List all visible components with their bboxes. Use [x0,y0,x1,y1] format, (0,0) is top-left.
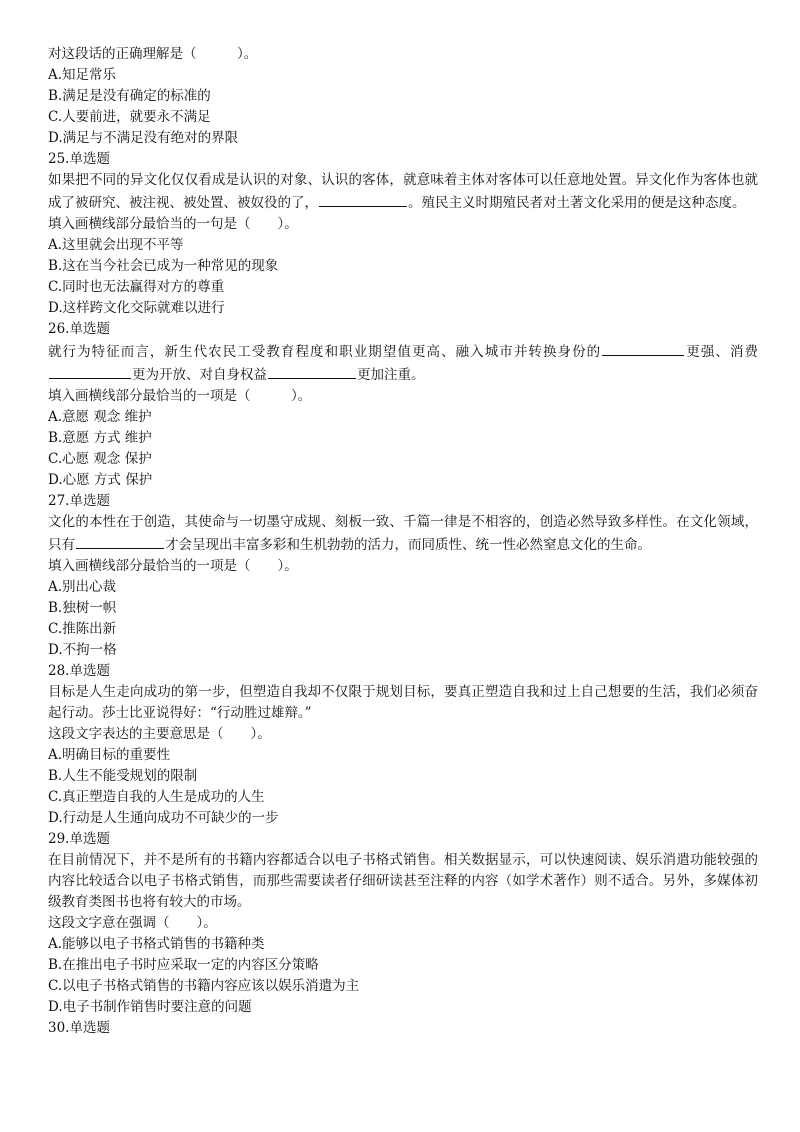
stem-text: 更强、消费 [685,344,759,360]
answer-blank [76,533,164,549]
question-header: 27.单选题 [48,493,110,509]
exam-page [48,44,758,1039]
option-a[interactable]: A.意愿 观念 维护 [48,409,152,425]
question-header: 25.单选题 [48,151,110,167]
question-stem [48,170,758,214]
stem-text: 更为开放、对自身权益 [132,367,267,383]
option-b[interactable]: B.满足是没有确定的标准的 [48,88,211,104]
option-d[interactable]: D.电子书制作销售时要注意的问题 [48,999,252,1015]
question-prompt: 填入画横线部分最恰当的一句是（ ）。 [48,216,298,232]
option-d[interactable]: D.不拘一格 [48,642,117,658]
answer-blank [602,340,684,356]
option-c[interactable]: C.推陈出新 [48,621,117,637]
question-header: 30.单选题 [48,1020,110,1036]
stem-text: 文化的本性在于创造，其使命与一切墨守成规、刻板一致、千篇一律是不相容的，创造必然导致多样性。在文化领域，只有 [48,514,758,553]
option-b[interactable]: B.这在当今社会已成为一种常见的现象 [48,258,279,274]
option-d[interactable]: D.心愿 方式 保护 [48,472,153,488]
question-25 [48,149,758,319]
question-24 [48,44,758,149]
stem-text: 。殖民主义时期殖民者对土著文化采用的便是这种态度。 [408,195,746,211]
question-26 [48,319,758,491]
question-stem: 目标是人生走向成功的第一步，但塑造自我却不仅限于规划目标，要真正塑造自我和过上自己想要的生活，我们必须奋起行动。莎士比亚说得好：“行动胜过雄辩。” [48,684,758,721]
question-prompt: 填入画横线部分最恰当的一项是（ ）。 [48,388,312,404]
question-header: 26.单选题 [48,321,110,337]
option-b[interactable]: B.人生不能受规划的限制 [48,768,198,784]
option-c[interactable]: C.人要前进，就要永不满足 [48,109,211,125]
option-c[interactable]: C.同时也无法赢得对方的尊重 [48,279,225,295]
question-header: 28.单选题 [48,663,110,679]
option-a[interactable]: A.这里就会出现不平等 [48,237,184,253]
question-prompt: 这段文字意在强调（ ）。 [48,915,217,931]
question-29 [48,829,758,1018]
option-b[interactable]: B.在推出电子书时应采取一定的内容区分策略 [48,957,319,973]
option-c[interactable]: C.真正塑造自我的人生是成功的人生 [48,789,265,805]
question-27 [48,491,758,661]
stem-text: 就行为特征而言，新生代农民工受教育程度和职业期望值更高、融入城市并转换身份的 [48,344,602,360]
question-stem [48,512,758,556]
option-a[interactable]: A.别出心裁 [48,579,117,595]
question-header: 29.单选题 [48,831,110,847]
stem-text: 才会呈现出丰富多彩和生机勃勃的活力，而同质性、统一性必然窒息文化的生命。 [165,537,651,553]
question-30 [48,1018,758,1039]
question-stem [48,340,758,386]
option-a[interactable]: A.能够以电子书格式销售的书籍种类 [48,936,265,952]
stem-text: 更加注重。 [357,367,425,383]
question-prompt: 这段文字表达的主要意思是（ ）。 [48,726,271,742]
option-d[interactable]: D.这样跨文化交际就难以进行 [48,300,225,316]
question-stem: 在目前情况下，并不是所有的书籍内容都适合以电子书格式销售。相关数据显示，可以快速阅读、娱乐消遣功能较强的内容比较适合以电子书格式销售，而那些需要读者仔细研读甚至注释的内容（如学术著作）则不适合。另外，多媒体初级教育类图书也将有较大的市场。 [48,852,758,910]
answer-blank [49,363,131,379]
question-prompt: 填入画横线部分最恰当的一项是（ ）。 [48,558,298,574]
option-a[interactable]: A.知足常乐 [48,67,117,83]
option-d[interactable]: D.满足与不满足没有绝对的界限 [48,130,239,146]
answer-blank [268,363,356,379]
answer-blank [319,191,407,207]
question-28 [48,661,758,829]
option-b[interactable]: B.意愿 方式 维护 [48,430,152,446]
option-c[interactable]: C.心愿 观念 保护 [48,451,152,467]
question-prompt: 对这段话的正确理解是（ ）。 [48,46,258,62]
option-c[interactable]: C.以电子书格式销售的书籍内容应该以娱乐消遣为主 [48,978,360,994]
option-b[interactable]: B.独树一帜 [48,600,117,616]
option-d[interactable]: D.行动是人生通向成功不可缺少的一步 [48,810,279,826]
stem-text: 如果把不同的异文化仅仅看成是认识的对象、认识的客体，就意味着主体对客体可以任意地处置。异文化作为客体也就成了被研究、被注视、被处置、被奴役的了， [48,172,758,211]
option-a[interactable]: A.明确目标的重要性 [48,747,171,763]
